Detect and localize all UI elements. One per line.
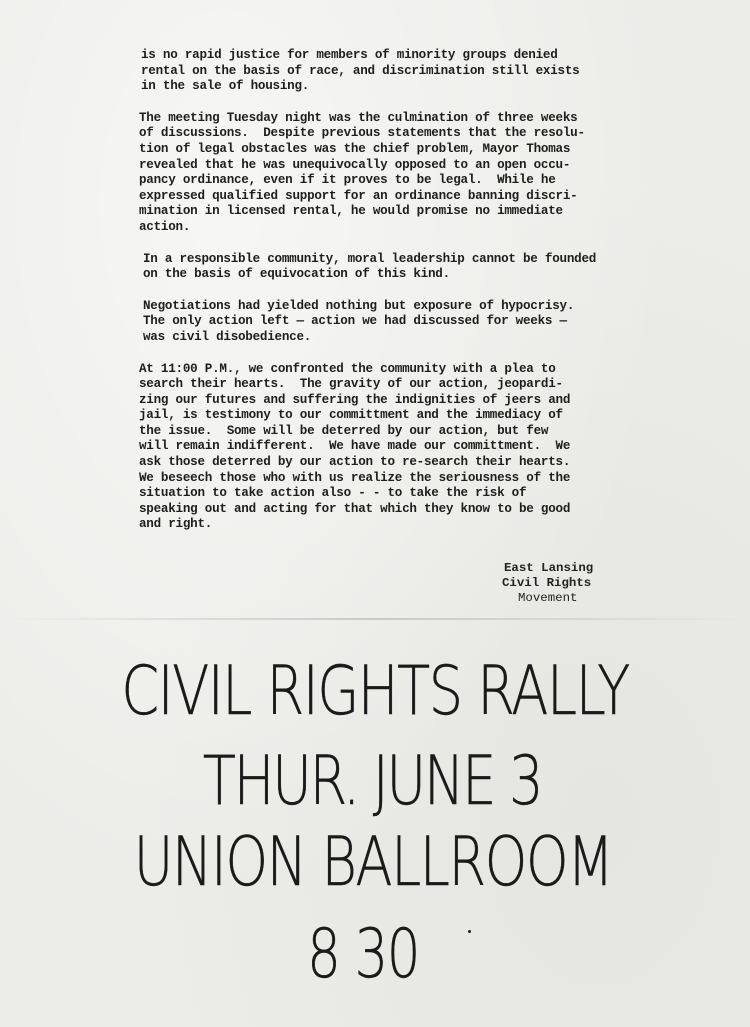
ink-speck	[468, 930, 471, 933]
text-line: revealed that he was unequivocally opposed to an open occu-	[139, 157, 571, 172]
text-line: zing our futures and suffering the indignities of jeers and	[139, 392, 571, 407]
text-line: of discussions. Despite previous statements that the resolu-	[139, 126, 585, 141]
signature-line: Movement	[518, 591, 578, 605]
text-line: speaking out and acting for that which they know to be good	[139, 501, 571, 516]
paragraph-housing	[141, 48, 633, 95]
text-line: At 11:00 P.M., we confronted the community with a plea to	[139, 361, 556, 376]
paragraph-meeting	[139, 111, 633, 236]
text-line: the issue. Some will be deterred by our action, but few	[139, 423, 549, 438]
text-line: is no rapid justice for members of minority groups denied	[141, 48, 558, 62]
text-line: was civil disobedience.	[143, 329, 312, 344]
fold-divider	[0, 618, 750, 620]
paragraph-confrontation	[139, 362, 633, 534]
signature-line: Civil Rights	[502, 576, 592, 590]
text-line: The only action left — action we had discussed for weeks —	[143, 314, 567, 329]
signature-line: East Lansing	[504, 561, 594, 575]
text-line: search their hearts. The gravity of our action, jeopardi-	[139, 377, 563, 392]
text-line: pancy ordinance, even if it proves to be legal. While he	[139, 173, 556, 188]
text-line: expressed qualified support for an ordinance banning discri-	[139, 188, 578, 203]
poster-title: CIVIL RIGHTS RALLY	[121, 652, 629, 731]
paragraph-moral-leadership	[143, 252, 633, 283]
signature-block	[500, 561, 593, 606]
typewritten-letter	[133, 48, 633, 549]
poster-date: THUR. JUNE 3	[202, 742, 542, 821]
text-line: mination in licensed rental, he would promise no immediate	[139, 204, 563, 219]
text-line: rental on the basis of race, and discrimination still exists	[141, 63, 580, 78]
text-line: will remain indifferent. We have made our committment. We	[139, 439, 571, 454]
paragraph-negotiations	[143, 299, 633, 346]
text-line: The meeting Tuesday night was the culmination of three weeks	[139, 110, 578, 125]
poster-time: 8 30	[307, 915, 419, 994]
text-line: Negotiations had yielded nothing but exposure of hypocrisy.	[143, 298, 575, 313]
text-line: in the sale of housing.	[141, 79, 310, 94]
poster-venue: UNION BALLROOM	[133, 823, 613, 902]
text-line: and right.	[139, 517, 213, 532]
text-line: ask those deterred by our action to re-search their hearts.	[139, 455, 571, 470]
text-line: tion of legal obstacles was the chief problem, Mayor Thomas	[139, 141, 571, 156]
text-line: situation to take action also - - to take the risk of	[139, 486, 527, 501]
text-line: on the basis of equivocation of this kind.	[143, 267, 450, 282]
text-line: jail, is testimony to our committment and the immediacy of	[139, 408, 563, 423]
text-line: In a responsible community, moral leadership cannot be founded	[143, 251, 597, 266]
text-line: action.	[139, 219, 191, 234]
text-line: We beseech those who with us realize the seriousness of the	[139, 470, 571, 485]
